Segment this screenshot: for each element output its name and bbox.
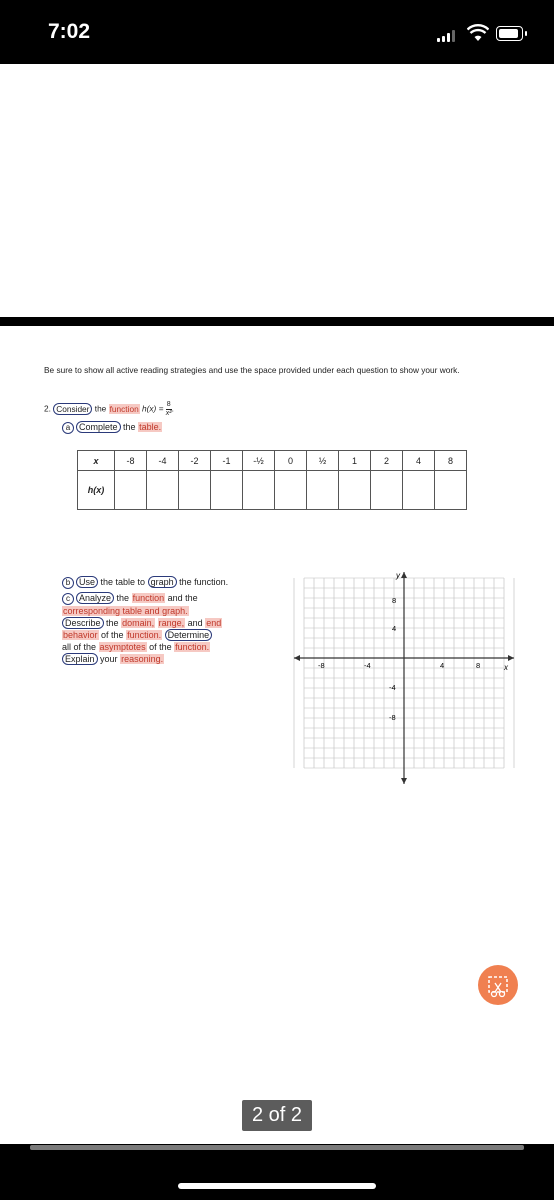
table-hx-cell [179, 471, 211, 510]
part-c: c Analyze the function and the corresponding table and graph. Describe the domain, range, and end behavior of the function. Determine all of the asymptotes of the function. Explain your reasoning. [62, 593, 222, 664]
y-tick-label: -4 [389, 683, 396, 692]
x-tick-label: 4 [440, 661, 445, 670]
y-tick-label: 8 [392, 596, 397, 605]
table-hx-cell [339, 471, 371, 510]
y-tick-label: -8 [389, 713, 396, 722]
table-x-cell: -1 [211, 451, 243, 471]
y-tick-label: 4 [392, 624, 397, 633]
table-hx-cell [371, 471, 403, 510]
table-x-cell: -4 [147, 451, 179, 471]
table-x-cell: -8 [115, 451, 147, 471]
y-axis-up-arrow [401, 572, 407, 578]
x-axis-right-arrow [508, 655, 514, 661]
parts-b-c [62, 576, 272, 665]
coordinate-grid [292, 568, 516, 788]
y-axis-label: y [396, 571, 400, 580]
x-axis-left-arrow [294, 655, 300, 661]
table-hx-cell [435, 471, 467, 510]
table-hx-cell [115, 471, 147, 510]
document-page-2 [0, 326, 554, 1144]
status-bar [0, 0, 554, 64]
page-indicator: 2 of 2 [242, 1100, 312, 1131]
table-x-cell: ½ [307, 451, 339, 471]
table-x-cell: -½ [243, 451, 275, 471]
x-tick-label: -4 [364, 661, 371, 670]
table-x-cell: 2 [371, 451, 403, 471]
instructions-text: Be sure to show all active reading strategies and use the space provided under each question to show your work. [44, 365, 460, 375]
x-axis-label: x [504, 663, 508, 672]
table-hx-cell [307, 471, 339, 510]
table-x-label: x [78, 451, 115, 471]
wifi-icon [467, 24, 489, 42]
page-divider [0, 317, 554, 326]
table-hx-cell [243, 471, 275, 510]
battery-icon [496, 26, 523, 41]
scissors-select-icon[interactable] [478, 965, 518, 1005]
table-x-cell: 1 [339, 451, 371, 471]
scroll-bar[interactable] [30, 1145, 524, 1150]
table-hx-cell [147, 471, 179, 510]
status-time: 7:02 [48, 20, 91, 43]
question-2: 2. Consider the function h(x) = $\frac{8}{\text{x²}}$ . [44, 401, 174, 417]
x-tick-label: 8 [476, 661, 481, 670]
table-x-cell: 0 [275, 451, 307, 471]
table-hx-cell [403, 471, 435, 510]
table-hx-cell [211, 471, 243, 510]
table-hx-cell [275, 471, 307, 510]
home-indicator[interactable] [178, 1183, 376, 1189]
y-axis-down-arrow [401, 778, 407, 784]
document-page [0, 64, 554, 317]
values-table [77, 450, 467, 510]
table-x-cell: 4 [403, 451, 435, 471]
part-b: b Use the table to graph the function. [62, 576, 272, 589]
part-a: a Complete the table. [62, 422, 162, 434]
table-x-cell: -2 [179, 451, 211, 471]
table-hx-label: h(x) [78, 471, 115, 510]
table-x-cell: 8 [435, 451, 467, 471]
signal-icon [437, 30, 459, 42]
x-tick-label: -8 [318, 661, 325, 670]
